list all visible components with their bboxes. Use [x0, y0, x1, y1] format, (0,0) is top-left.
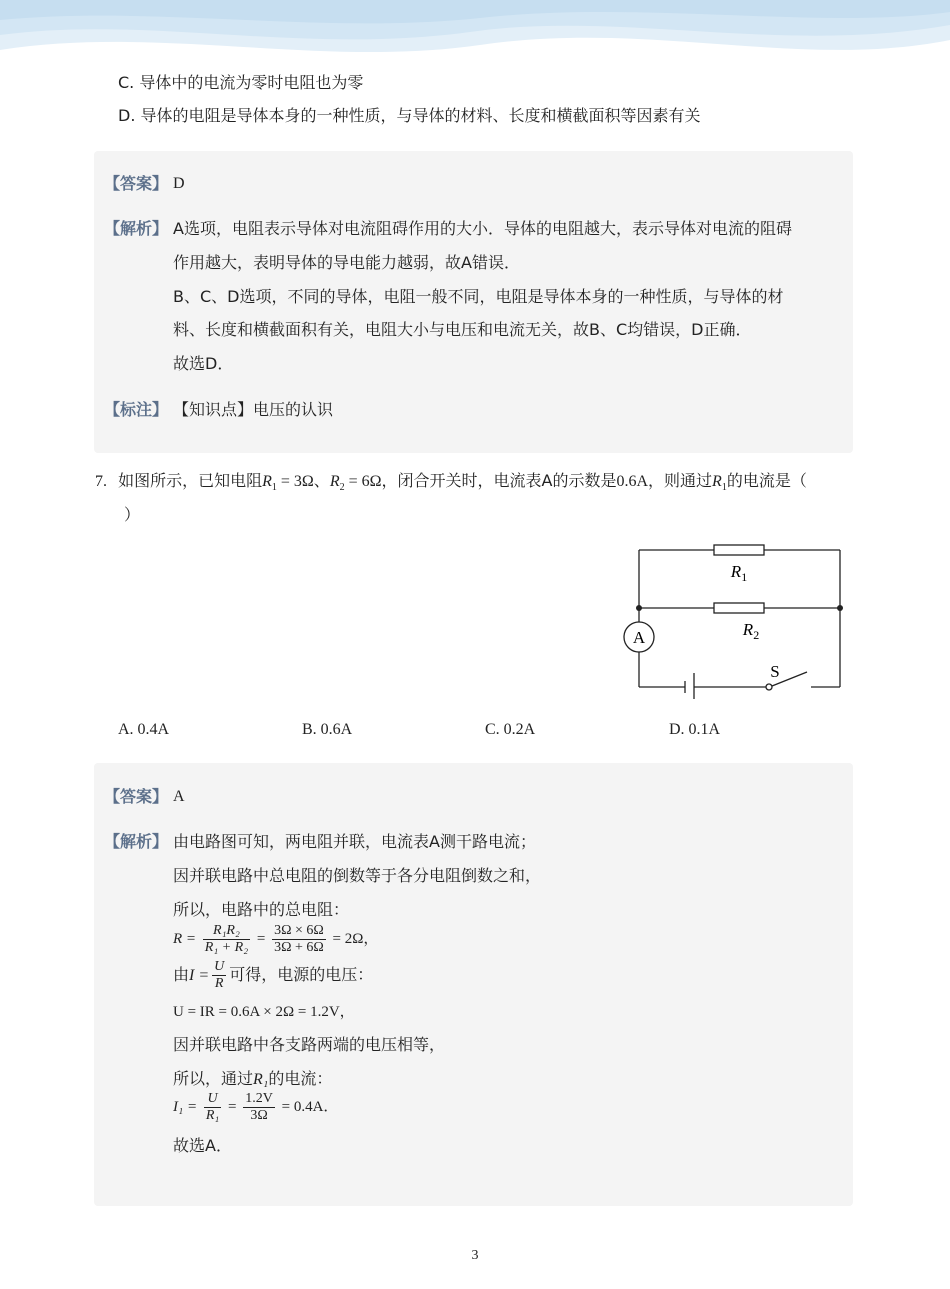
- analysis-line: 因并联电路中各支路两端的电压相等，: [173, 1035, 446, 1054]
- stem-text: 的电流是（: [726, 471, 807, 490]
- fraction-numerator: 3Ω × 6Ω: [274, 923, 324, 938]
- eq-rhs: = 0.4A．: [281, 1098, 339, 1115]
- eq-lhs: R =: [173, 930, 197, 947]
- ammeter-label: A: [632, 628, 646, 647]
- note-tag: 【标注】: [104, 400, 169, 419]
- circuit-diagram: [615, 535, 855, 700]
- equation-current-r1: [173, 1091, 338, 1124]
- junction-left: [636, 605, 642, 611]
- analysis-line: A选项，电阻表示导体对电流阻碍作用的大小．导体的电阻越大，表示导体对电流的阻碍: [173, 219, 792, 238]
- fraction-denominator: 3Ω + 6Ω: [274, 940, 324, 955]
- resistor-r2: [714, 603, 764, 613]
- line-text: 的电流：: [268, 1069, 333, 1088]
- analysis-tag: 【解析】: [104, 832, 169, 851]
- eq-lhs: I₁ =: [173, 1098, 198, 1115]
- analysis-line: 料、长度和横截面积有关，电阻大小与电压和电流无关，故B、C均错误，D正确．: [173, 320, 752, 339]
- eq-lhs: I =: [189, 967, 210, 984]
- r1-label: $R_1$: [730, 562, 748, 584]
- stem-text: 如图所示，已知电阻: [118, 471, 263, 490]
- fraction-numerator: 1.2V: [245, 1091, 273, 1106]
- eq-mid: =: [228, 1098, 237, 1115]
- analysis-line: 故选D．: [173, 354, 234, 373]
- eq-rhs: = 2Ω，: [332, 930, 379, 947]
- analysis-line: [173, 1069, 332, 1090]
- line-text: 由: [173, 965, 190, 984]
- equation-total-resistance: [173, 923, 378, 956]
- stem-text: ，闭合开关时，电流表A的示数是: [381, 471, 617, 490]
- header-wave: [0, 0, 950, 70]
- junction-right: [837, 605, 843, 611]
- analysis-line: B、C、D选项，不同的导体，电阻一般不同，电阻是导体本身的一种性质，与导体的材: [173, 287, 784, 306]
- fraction-denominator: R₁ + R₂: [204, 940, 249, 955]
- r2-label: $R_2$: [742, 620, 760, 642]
- fraction: [272, 923, 326, 956]
- answer-tag: 【答案】: [104, 787, 169, 806]
- r1-eq: = 3Ω、: [276, 473, 330, 490]
- stem-text: ，则通过: [648, 471, 713, 490]
- page-number: 3: [471, 1248, 479, 1263]
- fraction-numerator: U: [204, 1091, 221, 1108]
- analysis-line: 作用越大，表明导体的导电能力越弱，故A错误．: [173, 253, 520, 272]
- choice-d[interactable]: D. 0.1A: [669, 721, 721, 738]
- fraction: [204, 1091, 221, 1124]
- analysis-tag: 【解析】: [104, 219, 169, 238]
- answer-value: D: [173, 175, 185, 192]
- r1-sub: 1: [721, 482, 727, 494]
- r2-eq: = 6Ω: [344, 473, 382, 490]
- choice-c[interactable]: C. 0.2A: [485, 721, 536, 738]
- resistor-r1: [714, 545, 764, 555]
- r1-sub: 1: [271, 482, 277, 494]
- choice-a[interactable]: A. 0.4A: [118, 721, 170, 738]
- ohms-law-line: [173, 959, 373, 992]
- fraction-numerator: R₁R₂: [203, 923, 250, 940]
- eq-mid: =: [256, 930, 266, 947]
- voltage-equation: U = IR = 0.6A × 2Ω = 1.2V，: [173, 1004, 355, 1020]
- line-text: 所以，通过: [173, 1069, 254, 1088]
- switch-pivot: [766, 684, 772, 690]
- analysis-line: 所以，电路中的总电阻：: [173, 900, 350, 919]
- r1-symbol: R: [262, 473, 272, 490]
- option-c: C. 导体中的电流为零时电阻也为零: [118, 73, 364, 92]
- analysis-line: 故选A．: [173, 1136, 232, 1155]
- answer-tag: 【答案】: [104, 174, 169, 193]
- question-number: 7.: [95, 473, 107, 490]
- r1-symbol: R: [712, 473, 722, 490]
- fraction-denominator: 3Ω: [250, 1108, 268, 1123]
- r1-symbol: R₁: [253, 1071, 269, 1088]
- fraction-numerator: U: [214, 959, 225, 974]
- fraction: [203, 923, 250, 956]
- fraction-denominator: R₁: [205, 1108, 220, 1123]
- answer-value: A: [173, 788, 185, 805]
- question-7-stem: [95, 471, 807, 498]
- stem-close-paren: ）: [124, 505, 141, 524]
- r2-sub: 2: [339, 482, 345, 494]
- choice-b[interactable]: B. 0.6A: [302, 721, 353, 738]
- option-d: D. 导体的电阻是导体本身的一种性质，与导体的材料、长度和横截面积等因素有关: [118, 106, 701, 125]
- line-text: 可得，电源的电压：: [229, 965, 374, 984]
- ammeter-reading: 0.6A: [616, 473, 649, 490]
- analysis-line: 由电路图可知，两电阻并联，电流表A测干路电流；: [173, 832, 536, 851]
- r2-symbol: R: [329, 473, 340, 490]
- fraction: [243, 1091, 275, 1124]
- note-value: 【知识点】电压的认识: [173, 400, 334, 419]
- fraction-denominator: R: [214, 976, 224, 991]
- analysis-line: 因并联电路中总电阻的倒数等于各分电阻倒数之和，: [173, 866, 542, 885]
- fraction: [212, 959, 226, 992]
- switch-label: S: [770, 662, 780, 681]
